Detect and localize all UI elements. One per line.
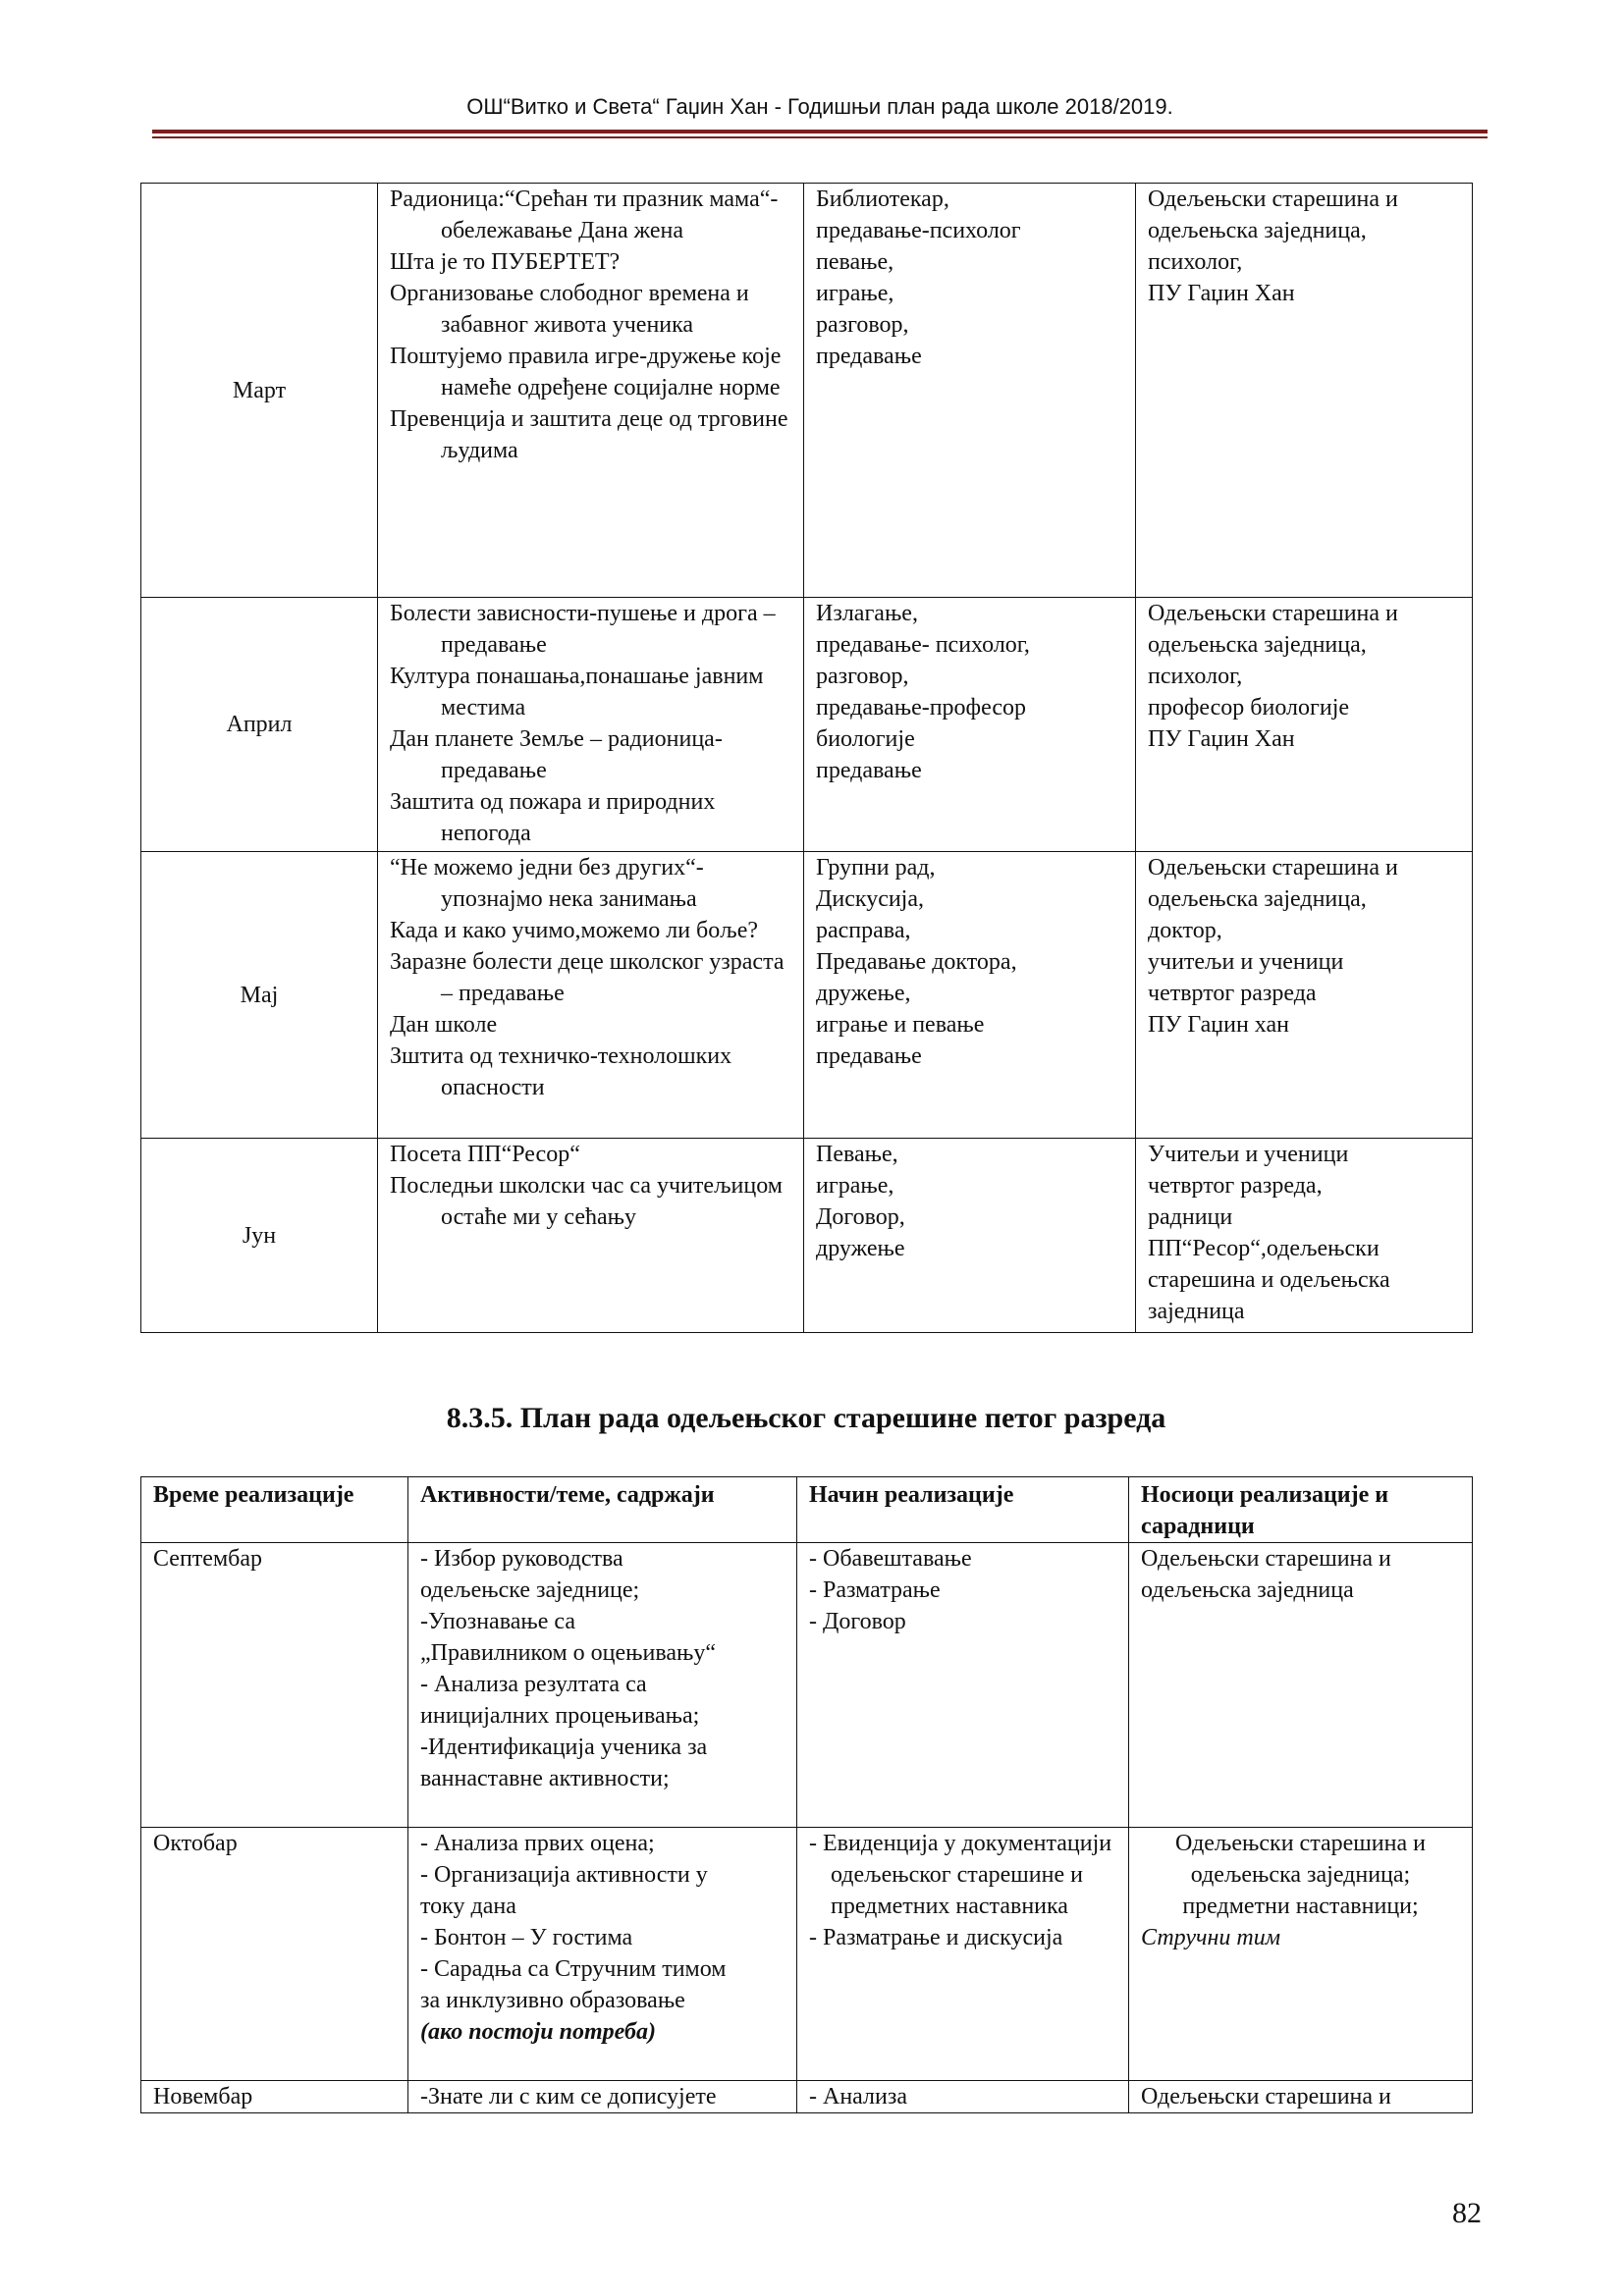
methods-cell: Певање, играње, Договор, дружење [804, 1139, 1136, 1333]
activities-note: (ако постоји потреба) [420, 2019, 656, 2045]
methods-cell: Библиотекар, предавање-психолог певање, играње, разговор, предавање [804, 184, 1136, 598]
carriers-cell: Одељењски старешина и одељењска заједница [1129, 1543, 1473, 1828]
table-row [141, 1828, 1473, 2081]
column-header-method: Начин реализације [797, 1477, 1129, 1543]
activities-cell: Радионица:“Срећан ти празник мама“- обележавање Дана жена Шта је то ПУБЕРТЕТ? Организовање слободног времена и забавног живота ученика Поштујемо правила игре-дружење које намеће одређене социјалне норме Превенција и заштита деце од трговине људима [378, 184, 804, 598]
column-header-activities: Активности/теме, садржаји [408, 1477, 797, 1543]
month-cell: Јун [141, 1139, 378, 1333]
activities-cell: Посета ПП“Ресор“ Последњи школски час са учитељицом остаће ми у сећању [378, 1139, 804, 1333]
time-cell: Октобар [141, 1828, 408, 2081]
table-row [141, 2081, 1473, 2113]
methods-cell: - Евиденција у документацији одељењског старешине и предметних наставника - Разматрање и дискусија [797, 1828, 1129, 2081]
activities-cell: - Анализа првих оцена; - Организација активности у току дана - Бонтон – У гостима - Сарадња са Стручним тимом за инклузивно образовање (ако постоји потреба) [408, 1828, 797, 2081]
header-rule-thin [152, 136, 1488, 138]
carriers-note: Стручни тим [1141, 1925, 1281, 1950]
activities-cell: -Знате ли с ким се дописујете [408, 2081, 797, 2113]
methods-cell: - Обавештавање - Разматрање - Договор [797, 1543, 1129, 1828]
methods-cell: - Анализа [797, 2081, 1129, 2113]
carriers-cell: Одељењски старешина и одељењска заједница, психолог, ПУ Гаџин Хан [1136, 184, 1473, 598]
carriers-cell: Одељењски старешина и [1129, 2081, 1473, 2113]
carriers-cell: Одељењски старешина и одељењска заједница; предметни наставници; Стручни тим [1129, 1828, 1473, 2081]
table-row [141, 184, 1473, 598]
activities-cell: Болести зависности-пушење и дрога – предавање Култура понашања,понашање јавним местима Дан планете Земље – радионица-предавање Заштита од пожара и природних непогода [378, 598, 804, 852]
page-number: 82 [1452, 2197, 1482, 2229]
time-cell: Новембар [141, 2081, 408, 2113]
time-cell: Септембар [141, 1543, 408, 1828]
plan-table-fifth-grade [140, 1476, 1473, 2113]
table-row [141, 852, 1473, 1139]
header-rule-thick [152, 130, 1488, 133]
table-header-row [141, 1477, 1473, 1543]
activities-cell: - Избор руководства одељењске заједнице; -Упознавање са „Правилником о оцењивању“ - Анализа резултата са иницијалних процењивања; -Идентификација ученика за ваннаставне активности; [408, 1543, 797, 1828]
carriers-cell: Учитељи и ученици четвртог разреда, радници ПП“Ресор“,одељењски старешина и одељењска заједница [1136, 1139, 1473, 1333]
month-cell: Април [141, 598, 378, 852]
table-row [141, 1139, 1473, 1333]
carriers-cell: Одељењски старешина и одељењска заједница, доктор, учитељи и ученици четвртог разреда ПУ Гаџин хан [1136, 852, 1473, 1139]
carriers-cell: Одељењски старешина и одељењска заједница, психолог, професор биологије ПУ Гаџин Хан [1136, 598, 1473, 852]
page-header: ОШ“Витко и Света“ Гаџин Хан - Годишњи план рада школе 2018/2019. [466, 94, 1173, 119]
methods-cell: Излагање, предавање- психолог, разговор, предавање-професор биологије предавање [804, 598, 1136, 852]
plan-table-fourth-grade [140, 183, 1473, 1333]
month-cell: Март [141, 184, 378, 598]
activities-cell: “Не можемо једни без других“- упознајмо нека занимања Када и како учимо,можемо ли боље? Заразне болести деце школског узраста – предавање Дан школе Зштита од техничко-технолошких опасности [378, 852, 804, 1139]
column-header-time: Време реализације [141, 1477, 408, 1543]
table-row [141, 598, 1473, 852]
section-title: 8.3.5. План рада одељењског старешине петог разреда [446, 1402, 1166, 1434]
column-header-carriers: Носиоци реализације и сарадници [1129, 1477, 1473, 1543]
table-row [141, 1543, 1473, 1828]
methods-cell: Групни рад, Дискусија, расправа, Предавање доктора, дружење, играње и певање предавање [804, 852, 1136, 1139]
month-cell: Мај [141, 852, 378, 1139]
